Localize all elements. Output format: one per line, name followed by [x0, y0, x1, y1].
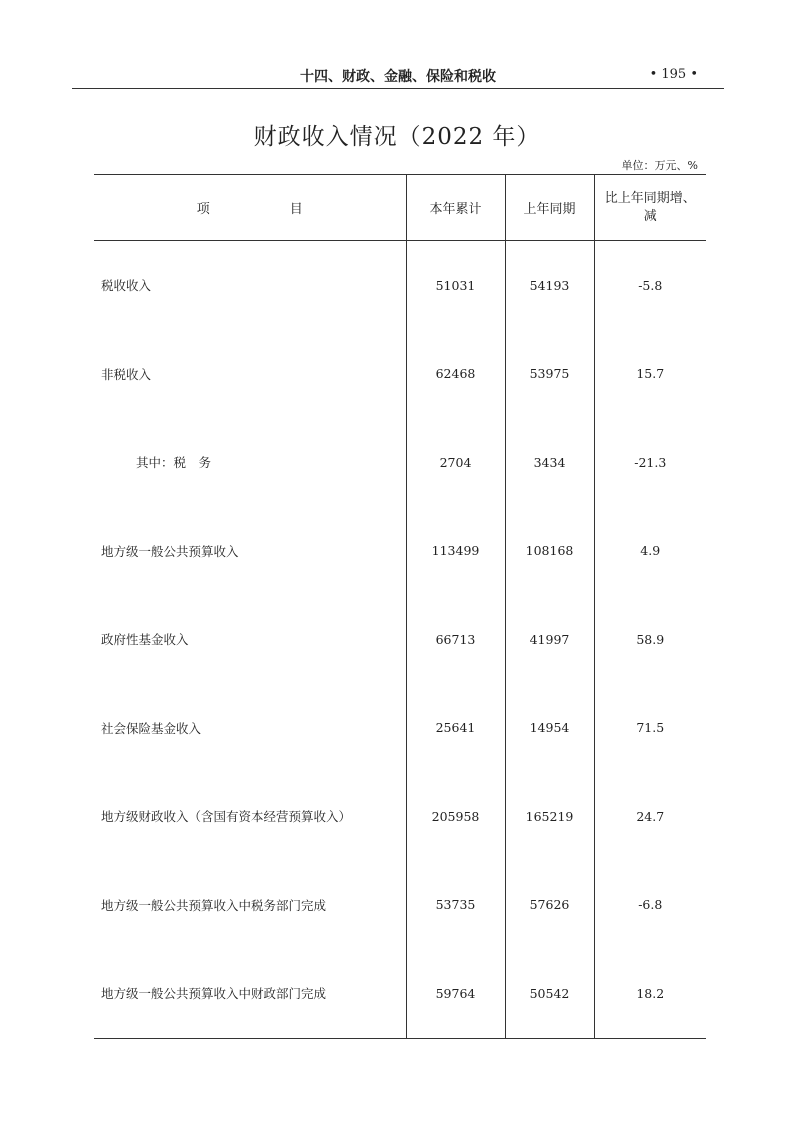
table-row [94, 684, 706, 773]
column-header-previous: 上年同期 [505, 175, 594, 241]
running-header [72, 62, 724, 89]
row-change: 15.7 [636, 366, 665, 382]
table-row [94, 772, 706, 861]
table-row [94, 241, 706, 330]
table-row [94, 949, 706, 1038]
row-previous: 50542 [505, 949, 594, 1038]
row-current: 59764 [406, 949, 505, 1038]
column-header-item-part2: 目 [289, 202, 303, 217]
row-current: 51031 [406, 241, 505, 330]
row-item: 政府性基金收入 [94, 595, 406, 684]
row-item: 地方级一般公共预算收入中财政部门完成 [94, 949, 406, 1038]
row-item: 地方级一般公共预算收入 [94, 507, 406, 596]
row-current: 53735 [406, 861, 505, 950]
column-header-item [94, 175, 406, 241]
row-item: 社会保险基金收入 [94, 684, 406, 773]
column-header-current: 本年累计 [406, 175, 505, 241]
page-number: • 195 • [649, 67, 698, 82]
row-item: 非税收入 [94, 330, 406, 419]
unit-label: 单位：万元、% [621, 159, 698, 172]
row-change: -5.8 [638, 277, 663, 293]
row-change: 4.9 [640, 543, 661, 559]
column-header-change: 比上年同期增、减 [594, 175, 706, 241]
table-row [94, 418, 706, 507]
row-previous: 53975 [505, 330, 594, 419]
row-previous: 57626 [505, 861, 594, 950]
table-row [94, 507, 706, 596]
column-header-item-part1: 项 [196, 202, 210, 217]
table-row [94, 330, 706, 419]
section-title: 十四、财政、金融、保险和税收 [300, 69, 496, 85]
row-item: 税收收入 [94, 241, 406, 330]
row-change: 58.9 [636, 631, 665, 647]
row-change: -6.8 [638, 897, 663, 913]
row-previous: 41997 [505, 595, 594, 684]
row-previous: 165219 [505, 772, 594, 861]
row-current: 205958 [406, 772, 505, 861]
row-item: 地方级一般公共预算收入中税务部门完成 [94, 861, 406, 950]
row-current: 62468 [406, 330, 505, 419]
row-previous: 14954 [505, 684, 594, 773]
row-current: 25641 [406, 684, 505, 773]
row-current: 66713 [406, 595, 505, 684]
row-change: 18.2 [594, 949, 706, 1038]
row-item: 地方级财政收入（含国有资本经营预算收入） [94, 772, 406, 861]
row-previous: 3434 [505, 418, 594, 507]
row-current: 113499 [406, 507, 505, 596]
page-title: 财政收入情况（2022 年） [253, 124, 541, 150]
fiscal-revenue-table [94, 174, 706, 1039]
row-change: -21.3 [634, 454, 667, 470]
table-row [94, 595, 706, 684]
table-header-row [94, 175, 706, 241]
row-change: 71.5 [636, 720, 665, 736]
table-row [94, 861, 706, 950]
row-item: 其中：税 务 [94, 418, 406, 507]
row-previous: 108168 [505, 507, 594, 596]
row-change: 24.7 [636, 808, 665, 824]
row-previous: 54193 [505, 241, 594, 330]
row-current: 2704 [406, 418, 505, 507]
